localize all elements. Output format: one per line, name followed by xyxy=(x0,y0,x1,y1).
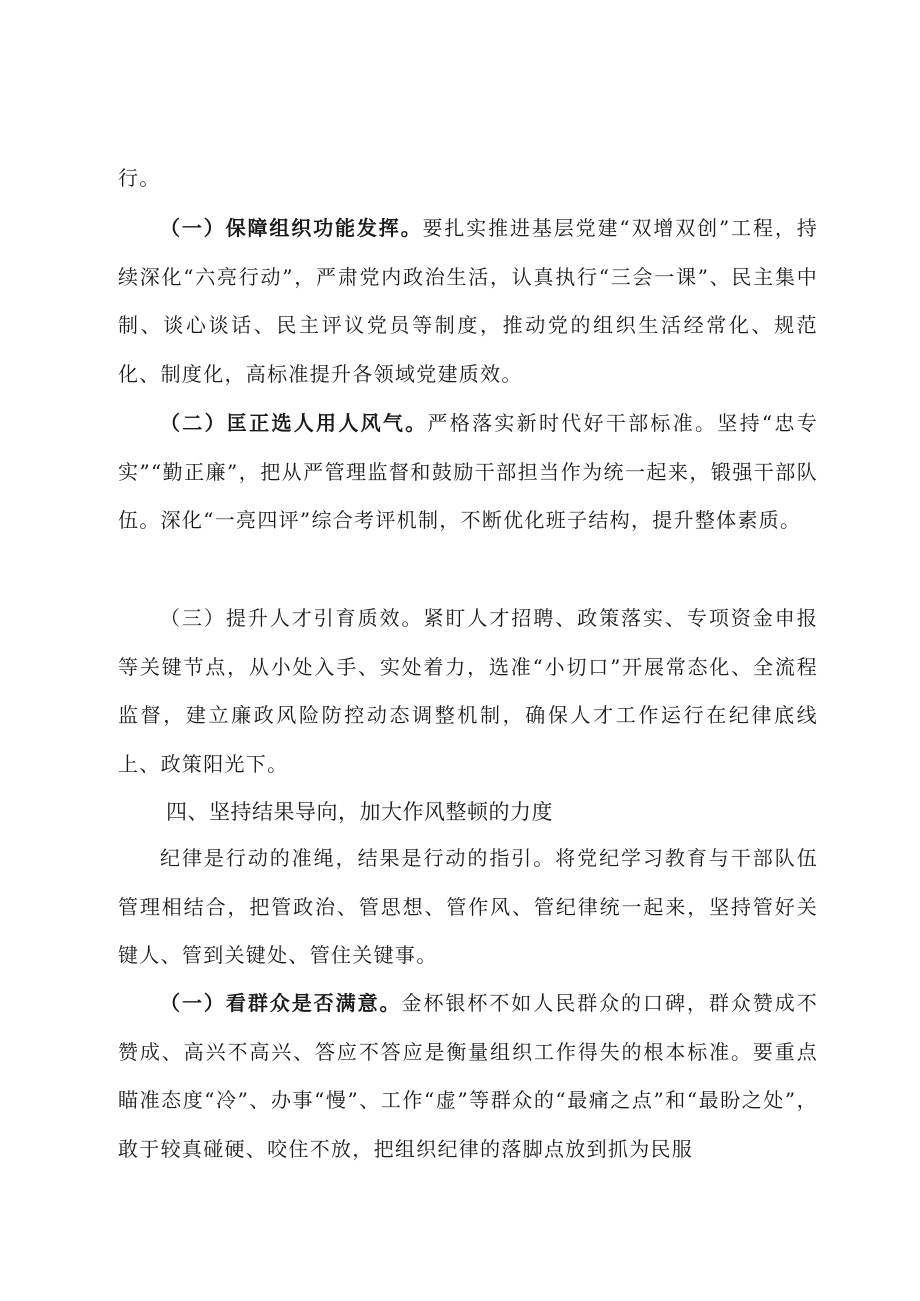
paragraph-body: 要扎实推进基层党建“双增双创”工程，持续深化“六亮行动”，严肃党内政治生活，认真执行“三会一课”、民主集中制、谈心谈话、民主评议党员等制度，推动党的组织生活经常化、规范化、制度化，高标准提升各领域党建质效。 xyxy=(118,216,818,386)
paragraph-organization-function xyxy=(118,204,818,398)
paragraph-text: （三）提升人才引育质效。紧盯人才招聘、政策落实、专项资金申报等关键节点，从小处入手、实处着力，选准“小切口”开展常态化、全流程监督，建立廉政风险防控动态调整机制，确保人才工作运行在纪律底线上、政策阳光下。 xyxy=(118,606,818,776)
paragraph-body: 金杯银杯不如人民群众的口碑，群众赞成不赞成、高兴不高兴、答应不答应是衡量组织工作得失的根本标准。要重点瞄准态度“冷”、办事“慢”、工作“虚”等群众的“最痛之点”和“最盼之处”，敢于较真碰硬、咬住不放，把组织纪律的落脚点放到抓为民服 xyxy=(118,991,818,1161)
paragraph-lead: （一）看群众是否满意。 xyxy=(160,991,402,1015)
paragraph-continuation xyxy=(118,154,818,203)
paragraph-personnel-selection xyxy=(118,399,818,545)
paragraph-body: 严格落实新时代好干部标准。坚持“忠专实”“勤正廉”，把从严管理监督和鼓励干部担当作为统一起来，锻强干部队伍。深化“一亮四评”综合考评机制，不断优化班子结构，提升整体素质。 xyxy=(118,411,819,532)
paragraph-lead: （一）保障组织功能发挥。 xyxy=(160,216,423,240)
paragraph-text: 纪律是行动的准绳，结果是行动的指引。将党纪学习教育与干部队伍管理相结合，把管政治、管思想、管作风、管纪律统一起来，坚持管好关键人、管到关键处、管住关键事。 xyxy=(118,846,818,967)
paragraph-results-intro xyxy=(118,834,818,980)
section-heading: 四、坚持结果导向，加大作风整顿的力度 xyxy=(166,800,553,824)
paragraph-lead: （二）匡正选人用人风气。 xyxy=(160,411,428,435)
paragraph-text: 行。 xyxy=(118,166,161,190)
paragraph-public-satisfaction xyxy=(118,979,818,1173)
paragraph-talent-cultivation xyxy=(118,594,818,788)
